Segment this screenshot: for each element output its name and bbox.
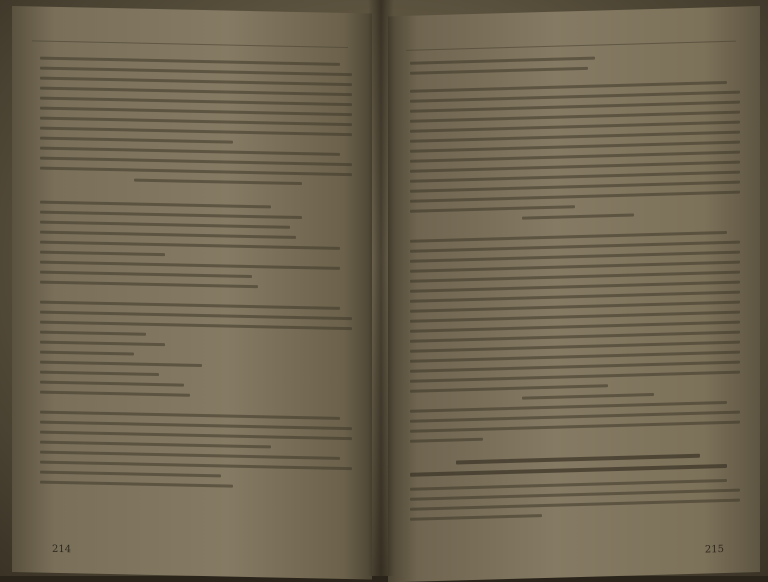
left-body-text [40, 57, 352, 498]
book-gutter [368, 0, 394, 576]
right-body-text [410, 53, 740, 528]
left-header-rule [32, 40, 348, 48]
right-header-rule [406, 41, 736, 51]
right-page [388, 6, 760, 582]
right-page-number: 215 [704, 544, 724, 556]
left-page [12, 6, 372, 580]
left-page-number: 214 [52, 543, 72, 556]
